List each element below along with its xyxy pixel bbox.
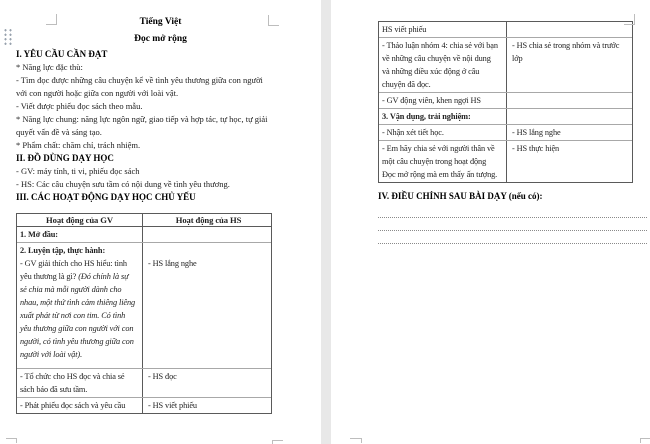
- table-row: [17, 243, 271, 369]
- crop-mark-page1-bottom-right: [272, 440, 283, 444]
- table-header-row: [17, 214, 271, 227]
- table-row: [379, 109, 632, 125]
- text-line: - Tìm đọc được những câu chuyện kể về tình yêu thương giữa con người: [16, 75, 263, 85]
- hs-cell[interactable]: [507, 38, 632, 92]
- gv-cell[interactable]: [379, 109, 507, 124]
- text-line: - HS chia sẻ trong nhóm và trước: [512, 41, 620, 50]
- text-line: Đọc mở rộng mà em thấy ấn tượng.: [382, 170, 498, 179]
- table-row: [379, 141, 632, 182]
- hs-cell[interactable]: [143, 243, 272, 368]
- text-line: - HS lắng nghe: [148, 259, 197, 268]
- text-line: về những câu chuyện về nội dung: [382, 54, 491, 63]
- text-line: - GV: máy tính, ti vi, phiếu đọc sách: [16, 166, 140, 176]
- hs-cell[interactable]: [143, 398, 272, 413]
- text-line: - GV động viên, khen ngợi HS: [382, 96, 481, 105]
- table-row: [17, 369, 271, 398]
- hs-cell[interactable]: [507, 125, 632, 140]
- text-line: với con người hoặc giữa con người với loài vật.: [16, 88, 179, 98]
- text-line: * Năng lực đặc thù:: [16, 62, 83, 72]
- table-body-page2: [379, 22, 632, 182]
- text-line: - HS: Các câu chuyện sưu tầm có nội dung về tình yêu thương.: [16, 179, 230, 189]
- gv-cell[interactable]: [17, 243, 143, 368]
- heading-cac-hoat-dong: III. CÁC HOẠT ĐỘNG DẠY HỌC CHỦ YẾU: [16, 192, 196, 202]
- gv-cell[interactable]: [17, 369, 143, 397]
- table-header-hs: Hoạt động của HS: [175, 215, 242, 225]
- activities-table-page1: [16, 213, 272, 414]
- table-body-page1: [17, 227, 271, 413]
- table-row: [17, 227, 271, 243]
- gv-cell[interactable]: [379, 22, 507, 37]
- page-2[interactable]: [331, 0, 650, 444]
- crop-mark-page1-bottom-left: [6, 438, 17, 443]
- gv-cell[interactable]: [379, 93, 507, 108]
- text-line: - Em hãy chia sẻ với người thân về: [382, 144, 495, 153]
- hs-cell[interactable]: [143, 369, 272, 397]
- gv-cell[interactable]: [379, 125, 507, 140]
- table-row: [379, 93, 632, 109]
- text-line: 1. Mở đầu:: [20, 230, 58, 239]
- text-line: * Phẩm chất: chăm chỉ, trách nhiệm.: [16, 140, 141, 150]
- text-line: và những điều xúc động ở câu: [382, 67, 480, 76]
- table-row: [379, 125, 632, 141]
- text-line: xuất phát từ nơi con tim. Có tình: [20, 311, 126, 320]
- hs-cell[interactable]: [507, 109, 632, 124]
- crop-mark-page1-top-right: [268, 15, 279, 26]
- body-section-yeu-cau: [16, 61, 305, 152]
- text-line: - Tổ chức cho HS đọc và chia sẻ: [20, 372, 125, 381]
- dotted-fill-line: [378, 231, 647, 244]
- text-run: (Đó chính là sự: [78, 272, 129, 281]
- text-line: [148, 244, 269, 257]
- text-line: - Viết được phiếu đọc sách theo mẫu.: [16, 101, 143, 111]
- table-row: [17, 398, 271, 413]
- heading-do-dung-day-hoc: II. ĐỒ DÙNG DẠY HỌC: [16, 153, 114, 163]
- text-line: - Thảo luận nhóm 4: chia sẻ với bạn: [382, 41, 498, 50]
- hs-cell[interactable]: [507, 141, 632, 182]
- text-line: sách báo đã sưu tầm.: [20, 385, 88, 394]
- gv-cell[interactable]: [379, 38, 507, 92]
- text-line: nhau, một thứ tình cảm thiêng liêng: [20, 298, 136, 307]
- text-line: - Phát phiếu đọc sách và yêu cầu: [20, 401, 126, 410]
- text-line: quyết vấn đề và sáng tạo.: [16, 127, 102, 137]
- activities-table-page2: [378, 21, 633, 183]
- text-line: sẻ chia mà mỗi người dành cho: [20, 285, 122, 294]
- text-line: chuyện đã đọc.: [382, 80, 431, 89]
- text-line: - Nhận xét tiết học.: [382, 128, 444, 137]
- text-line: - HS lắng nghe: [512, 128, 561, 137]
- hs-cell[interactable]: [507, 22, 632, 37]
- table-header-gv: Hoạt động của GV: [17, 214, 143, 226]
- crop-mark-page2-bottom-right: [640, 438, 650, 443]
- page-1[interactable]: [0, 0, 321, 444]
- crop-mark-page2-top-right: [624, 14, 635, 25]
- document-subtitle: Đọc mở rộng: [134, 34, 187, 44]
- hs-cell[interactable]: [143, 227, 272, 242]
- heading-dieu-chinh: IV. ĐIỀU CHỈNH SAU BÀI DẠY (nếu có):: [378, 191, 543, 201]
- text-line: lớp: [512, 54, 523, 63]
- body-section-do-dung: [16, 165, 305, 191]
- text-line: 2. Luyện tập, thực hành:: [20, 246, 106, 255]
- text-line: 3. Vận dụng, trải nghiệm:: [382, 112, 471, 121]
- hs-cell[interactable]: [507, 93, 632, 108]
- dotted-fill-line: [378, 205, 647, 218]
- text-line: - GV giải thích cho HS hiểu: tình: [20, 259, 127, 268]
- text-line: [20, 270, 139, 283]
- crop-mark-page2-bottom-left: [350, 438, 362, 443]
- text-line: - HS đọc: [148, 372, 177, 381]
- dotted-fill-line: [378, 218, 647, 231]
- drag-handle-icon[interactable]: [3, 28, 12, 45]
- text-line: người, có tình yêu thương giữa con: [20, 337, 134, 346]
- text-line: HS viết phiếu: [382, 25, 427, 34]
- text-line: yêu thương giữa con người với con: [20, 324, 134, 333]
- gv-cell[interactable]: [379, 141, 507, 182]
- text-line: * Năng lực chung: năng lực ngôn ngữ, giao tiếp và hợp tác, tự học, tự giải: [16, 114, 268, 124]
- text-line: - HS thực hiện: [512, 144, 560, 153]
- gv-cell[interactable]: [17, 398, 143, 413]
- text-run: yêu thương là gì?: [20, 272, 79, 281]
- gv-cell[interactable]: [17, 227, 143, 242]
- document-title: Tiếng Việt: [139, 17, 182, 27]
- table-row: [379, 38, 632, 93]
- text-line: người với loài vật).: [20, 350, 83, 359]
- table-row: [379, 22, 632, 38]
- crop-mark-page1-top-left: [46, 14, 57, 25]
- fill-lines: [378, 205, 650, 244]
- text-line: một câu chuyện trong hoạt động: [382, 157, 487, 166]
- heading-yeu-cau-can-dat: I. YÊU CẦU CẦN ĐẠT: [16, 49, 108, 59]
- text-line: - HS viết phiếu: [148, 401, 197, 410]
